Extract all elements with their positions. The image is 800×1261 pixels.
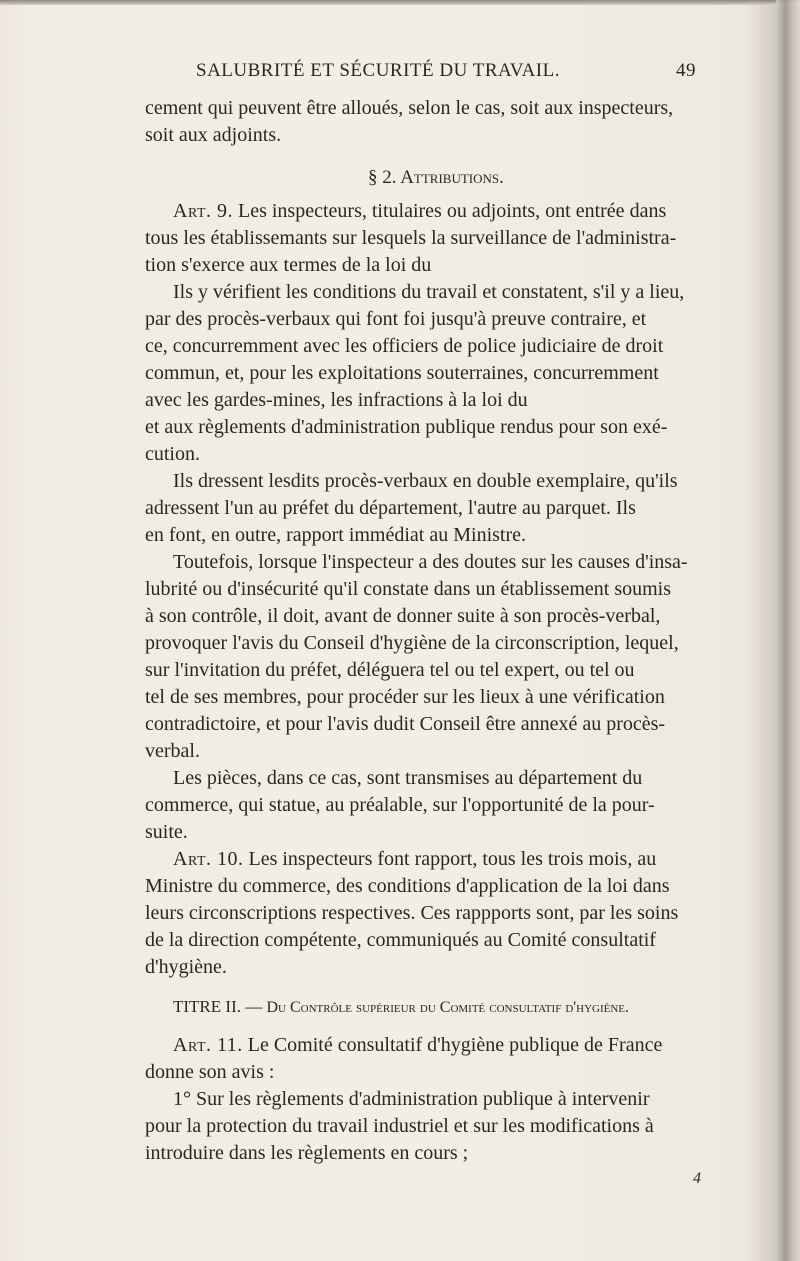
text-line: tel de ses membres, pour procéder sur les lieux à une vérification [145, 686, 665, 708]
text-line: à son contrôle, il doit, avant de donner suite à son procès-verbal, [145, 605, 661, 627]
text-line: soit aux adjoints. [145, 124, 282, 146]
titre-heading [173, 993, 629, 1021]
text-line: Ils dressent lesdits procès-verbaux en double exemplaire, qu'ils [173, 470, 678, 492]
text-line: d'hygiène. [145, 956, 227, 978]
text-line: introduire dans les règlements en cours ; [145, 1142, 469, 1164]
signature-mark: 4 [693, 1170, 701, 1187]
running-title: SALUBRITÉ ET SÉCURITÉ DU TRAVAIL. [196, 60, 560, 81]
text-line: lubrité ou d'insécurité qu'il constate dans un établissement soumis [145, 578, 671, 600]
text-line: en font, en outre, rapport immédiat au Ministre. [145, 524, 527, 546]
article-10-first-line [173, 846, 656, 873]
text-line: par des procès-verbaux qui font foi jusqu'à preuve contraire, et [145, 308, 647, 330]
page-number: 49 [676, 60, 696, 81]
article-label: Art. 10. [173, 848, 244, 870]
article-label: Art. 11. [173, 1034, 243, 1056]
running-head [196, 60, 696, 82]
text-line: Les inspecteurs, titulaires ou adjoints, ont entrée dans [233, 200, 667, 222]
text-line: Ministre du commerce, des conditions d'application de la loi dans [145, 875, 670, 897]
text-line: cement qui peuvent être alloués, selon le cas, soit aux inspecteurs, [145, 97, 674, 119]
text-line: leurs circonscriptions respectives. Ces rappports sont, par les soins [145, 902, 679, 924]
text-line: cution. [145, 443, 200, 465]
text-line: verbal. [145, 740, 200, 762]
text-line: de la direction compétente, communiqués au Comité consultatif [145, 929, 656, 951]
text-line: et aux règlements d'administration publique rendus pour son exé- [145, 416, 668, 438]
article-label: Art. 9. [173, 200, 233, 222]
text-line: contradictoire, et pour l'avis dudit Conseil être annexé au procès- [145, 713, 666, 735]
text-line: Les pièces, dans ce cas, sont transmises au département du [173, 767, 643, 789]
page-binding-edge [776, 0, 800, 1261]
text-line: commerce, qui statue, au préalable, sur l'opportunité de la pour- [145, 794, 655, 816]
text-line: adressent l'un au préfet du département, l'autre au parquet. Ils [145, 497, 636, 519]
text-line: Ils y vérifient les conditions du travail et constatent, s'il y a lieu, [173, 281, 685, 303]
section-heading: § 2. Attributions. [368, 167, 504, 188]
titre-label: TITRE II. — [173, 997, 267, 1016]
titre-text: Du Contrôle supérieur du Comité consultatif d'hygiène. [266, 999, 630, 1016]
text-line: Toutefois, lorsque l'inspecteur a des doutes sur les causes d'insa- [173, 551, 688, 573]
page-top-edge [0, 0, 800, 5]
text-line: tous les établissemants sur lesquels la surveillance de l'administra- [145, 227, 677, 249]
text-line: Le Comité consultatif d'hygiène publique de France [242, 1034, 663, 1056]
text-line: 1° Sur les règlements d'administration publique à intervenir [173, 1088, 650, 1110]
text-line: donne son avis : [145, 1061, 275, 1083]
article-11-first-line [173, 1032, 662, 1059]
text-line: Les inspecteurs font rapport, tous les trois mois, au [243, 848, 657, 870]
text-line: tion s'exerce aux termes de la loi du [145, 254, 432, 276]
text-line: provoquer l'avis du Conseil d'hygiène de la circonscription, lequel, [145, 632, 679, 654]
text-line: ce, concurremment avec les officiers de police judiciaire de droit [145, 335, 664, 357]
text-line: pour la protection du travail industriel et sur les modifications à [145, 1115, 654, 1137]
text-line: avec les gardes-mines, les infractions à la loi du [145, 389, 528, 411]
text-line: suite. [145, 821, 188, 843]
text-line: commun, et, pour les exploitations souterraines, concurremment [145, 362, 659, 384]
article-9-first-line [173, 198, 666, 225]
text-line: sur l'invitation du préfet, déléguera tel ou tel expert, ou tel ou [145, 659, 635, 681]
